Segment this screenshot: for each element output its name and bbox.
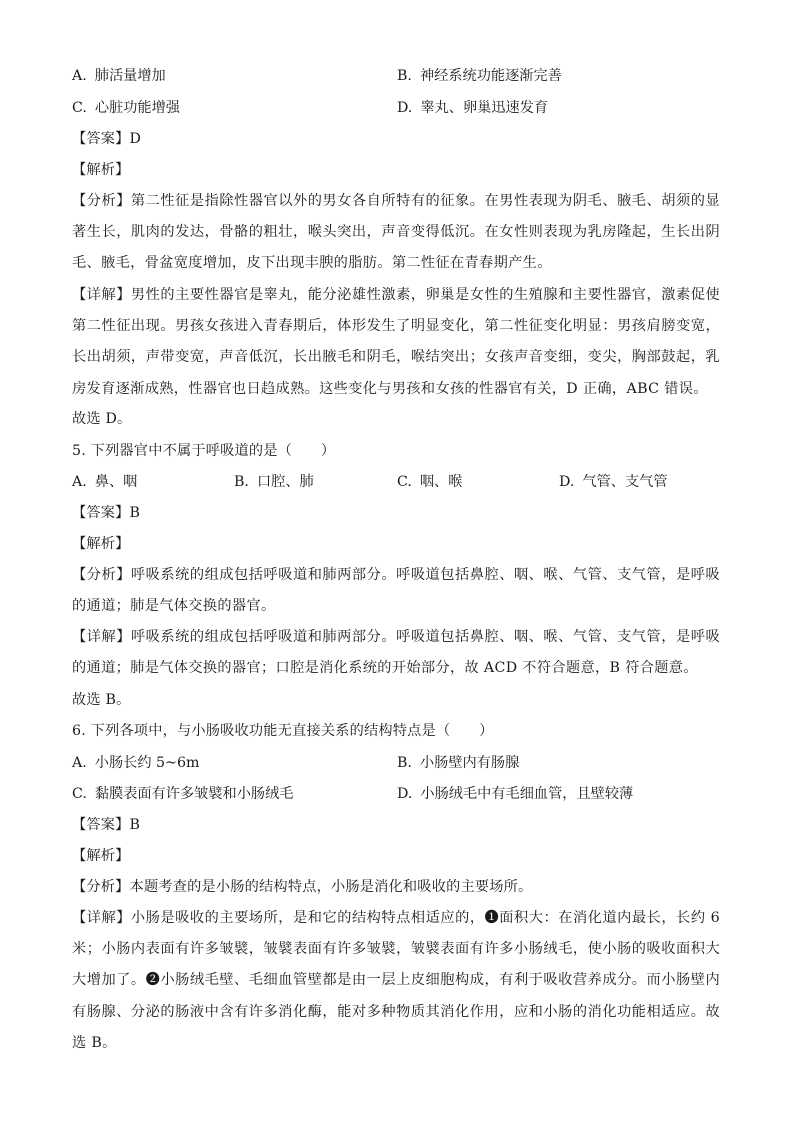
- q4-answer: 【答案】D: [72, 131, 142, 147]
- option-letter: A.: [72, 474, 87, 490]
- q4-option-b: [397, 66, 562, 86]
- option-text: 肺活量增加: [94, 68, 166, 84]
- q5-conclusion: 故选 B。: [72, 692, 131, 708]
- option-letter: B.: [397, 755, 412, 771]
- q5-option-b: [234, 472, 314, 492]
- q5-option-c: [397, 472, 462, 492]
- q6-option-d: [397, 784, 633, 804]
- q5-xiangjie: 【详解】呼吸系统的组成包括呼吸道和肺两部分。呼吸道包括鼻腔、咽、喉、气管、支气管，是呼吸的通道；肺是气体交换的器官；口腔是消化系统的开始部分，故 ACD 不符合题意，B 符合题意。: [72, 629, 720, 677]
- option-text: 小肠壁内有肠腺: [419, 755, 520, 771]
- q5-answer: 【答案】B: [72, 505, 141, 521]
- option-letter: C.: [72, 786, 87, 802]
- option-text: 小肠长约 5~6m: [94, 755, 200, 771]
- q4-option-a: [72, 66, 166, 86]
- option-letter: C.: [397, 474, 412, 490]
- q5-fenxi: 【分析】呼吸系统的组成包括呼吸道和肺两部分。呼吸道包括鼻腔、咽、喉、气管、支气管，是呼吸的通道；肺是气体交换的器官。: [72, 567, 720, 615]
- option-letter: A.: [72, 755, 87, 771]
- option-text: 心脏功能增强: [94, 100, 180, 116]
- q6-analysis-label: 【解析】: [72, 848, 130, 864]
- q5-option-d: [559, 472, 668, 492]
- q4-option-d: [397, 98, 548, 118]
- q5-option-a: [72, 472, 137, 492]
- q6-xiangjie: 【详解】小肠是吸收的主要场所，是和它的结构特点相适应的，❶面积大：在消化道内最长，长约 6 米；小肠内表面有许多皱襞，皱襞表面有许多皱襞，皱襞表面有许多小肠绒毛，使小肠的吸收面积大大增加了。❷小肠绒毛壁、毛细血管壁都是由一层上皮细胞构成，有利于吸收营养成分。而小肠壁内有肠腺、分泌的肠液中含有许多消化酶，能对多种物质其消化作用，应和小肠的消化功能相适应。故选 B。: [72, 910, 720, 1051]
- q4-xiangjie: 【详解】男性的主要性器官是睾丸，能分泌雄性激素，卵巢是女性的生殖腺和主要性器官，激素促使第二性征出现。男孩女孩进入青春期后，体形发生了明显变化，第二性征变化明显：男孩肩膀变宽，长出胡须，声带变宽，声音低沉，长出腋毛和阴毛，喉结突出；女孩声音变细，变尖，胸部鼓起，乳房发育逐渐成熟，性器官也日趋成熟。这些变化与男孩和女孩的性器官有关，D 正确，ABC 错误。: [72, 287, 720, 397]
- q6-option-c: [72, 784, 294, 804]
- q4-analysis-label: 【解析】: [72, 162, 130, 178]
- option-letter: B.: [234, 474, 249, 490]
- option-text: 鼻、咽: [94, 474, 138, 490]
- option-text: 神经系统功能逐渐完善: [419, 68, 562, 84]
- option-text: 气管、支气管: [582, 474, 668, 490]
- q6-answer: 【答案】B: [72, 817, 141, 833]
- option-letter: D.: [397, 100, 413, 116]
- q6-option-a: [72, 753, 199, 773]
- option-text: 黏膜表面有许多皱襞和小肠绒毛: [94, 786, 294, 802]
- q6-option-b: [397, 753, 519, 773]
- option-letter: B.: [397, 68, 412, 84]
- q5-stem: 5. 下列器官中不属于呼吸道的是（ ）: [72, 443, 336, 459]
- option-letter: A.: [72, 68, 87, 84]
- option-letter: C.: [72, 100, 87, 116]
- option-text: 咽、喉: [419, 474, 463, 490]
- q6-fenxi: 【分析】本题考查的是小肠的结构特点，小肠是消化和吸收的主要场所。: [72, 879, 533, 895]
- q4-fenxi: 【分析】第二性征是指除性器官以外的男女各自所特有的征象。在男性表现为阴毛、腋毛、胡须的显著生长，肌肉的发达，骨骼的粗壮，喉头突出，声音变得低沉。在女性则表现为乳房隆起，生长出阴毛、腋毛，骨盆宽度增加，皮下出现丰腴的脂肪。第二性征在青春期产生。: [72, 193, 720, 272]
- option-text: 小肠绒毛中有毛细血管，且壁较薄: [420, 786, 634, 802]
- q6-stem: 6. 下列各项中，与小肠吸收功能无直接关系的结构特点是（ ）: [72, 723, 494, 739]
- option-letter: D.: [559, 474, 575, 490]
- q4-option-c: [72, 98, 180, 118]
- q4-conclusion: 故选 D。: [72, 411, 132, 427]
- q5-analysis-label: 【解析】: [72, 536, 130, 552]
- option-letter: D.: [397, 786, 413, 802]
- option-text: 睾丸、卵巢迅速发育: [420, 100, 549, 116]
- option-text: 口腔、肺: [256, 474, 314, 490]
